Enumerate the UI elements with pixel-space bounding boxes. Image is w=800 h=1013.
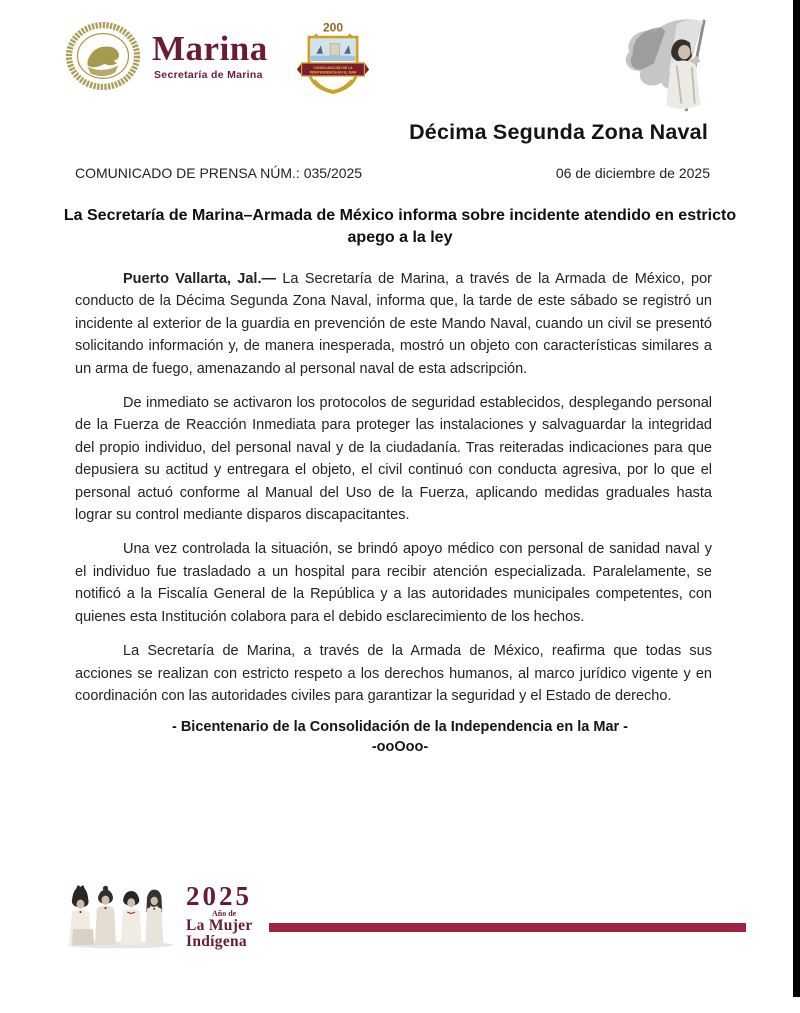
- bicentennial-motto: - Bicentenario de la Consolidación de la Independencia en la Mar -: [171, 719, 629, 736]
- paragraph-2: [75, 392, 712, 526]
- paragraph-3: [75, 538, 712, 628]
- footer-line1: La Mujer: [186, 917, 253, 934]
- brand-text: [152, 31, 268, 81]
- crest-200-label: 200: [322, 20, 343, 35]
- marina-wordmark: Marina: [152, 29, 268, 68]
- meta-row: [0, 165, 800, 181]
- indigenous-women-image: [64, 883, 176, 949]
- footer-sub: Año de: [212, 909, 237, 918]
- header: [0, 0, 800, 118]
- bulletin-number: COMUNICADO DE PRENSA NÚM.: 035/2025: [75, 165, 363, 181]
- footer-text: [186, 883, 253, 950]
- paragraph-1: [75, 268, 712, 380]
- footer-line2: Indígena: [186, 933, 247, 950]
- crest-ribbon-line1: CONSOLIDACIÓN DE LA: [313, 66, 353, 71]
- marina-tagline: Secretaría de Marina: [154, 69, 263, 81]
- woman-flag-image: [608, 16, 732, 118]
- marina-brand: [64, 22, 268, 90]
- release-date: 06 de diciembre de 2025: [555, 165, 710, 181]
- paragraph-4-text: La Secretaría de Marina, a través de la Armada de México, reafirma que todas sus acciones se realizan con estricto respeto a los derechos humanos, al marco jurídico vigente y en coordinación con las autoridades civiles para garantizar la seguridad y el Estado de derecho.: [75, 643, 712, 704]
- paragraph-4: [75, 640, 712, 707]
- body-text: [0, 268, 800, 707]
- footer-accent-bar: [269, 923, 746, 932]
- footer: [64, 883, 746, 950]
- crest-ribbon-line2: INDEPENDENCIA EN EL MAR: [309, 70, 357, 75]
- dateline: Puerto Vallarta, Jal.—: [123, 271, 276, 287]
- paragraph-2-text: De inmediato se activaron los protocolos de seguridad establecidos, desplegando personal de la Fuerza de Reacción Inmediata para proteger las instalaciones y salvaguardar la integridad del propio individuo, del personal naval y de la ciudadanía. Tras reiteradas indicaciones para que depusiera su actitud y entregara el objeto, el civil continuó con conducta agresiva, por lo que el personal actuó conforme al Manual del Uso de la Fuerza, aplicando medidas graduales hasta lograr su control mediante disparos discapacitantes.: [75, 395, 712, 524]
- right-edge-bar: [793, 0, 800, 997]
- zone-title: Décima Segunda Zona Naval: [409, 120, 708, 144]
- footer-year: 2025: [186, 881, 252, 911]
- bicentennial-crest-icon: [296, 18, 370, 113]
- eagle-seal-icon: [64, 22, 142, 90]
- paragraph-3-text: Una vez controlada la situación, se brindó apoyo médico con personal de sanidad naval y el individuo fue trasladado a un hospital para recibir atención especializada. Paralelamente, se notificó a la Fiscalía General de la República y a las autoridades municipales competentes, con quienes esta Institución colabora para el debido esclarecimiento de los hechos.: [75, 541, 712, 625]
- paragraph-1-text: La Secretaría de Marina, a través de la Armada de México, por conducto de la Décima Segunda Zona Naval, informa que, la tarde de este sábado se registró un incidente al exterior de la guardia en prevención de este Mando Naval, cuando un civil se presentó solicitando información y, de manera inesperada, mostró un objeto con características similares a un arma de fuego, amenazando al personal naval de esta adscripción.: [75, 271, 712, 377]
- end-separator: -ooOoo-: [371, 739, 429, 756]
- headline: La Secretaría de Marina–Armada de México informa sobre incidente atendido en estricto apego a la ley: [63, 207, 737, 246]
